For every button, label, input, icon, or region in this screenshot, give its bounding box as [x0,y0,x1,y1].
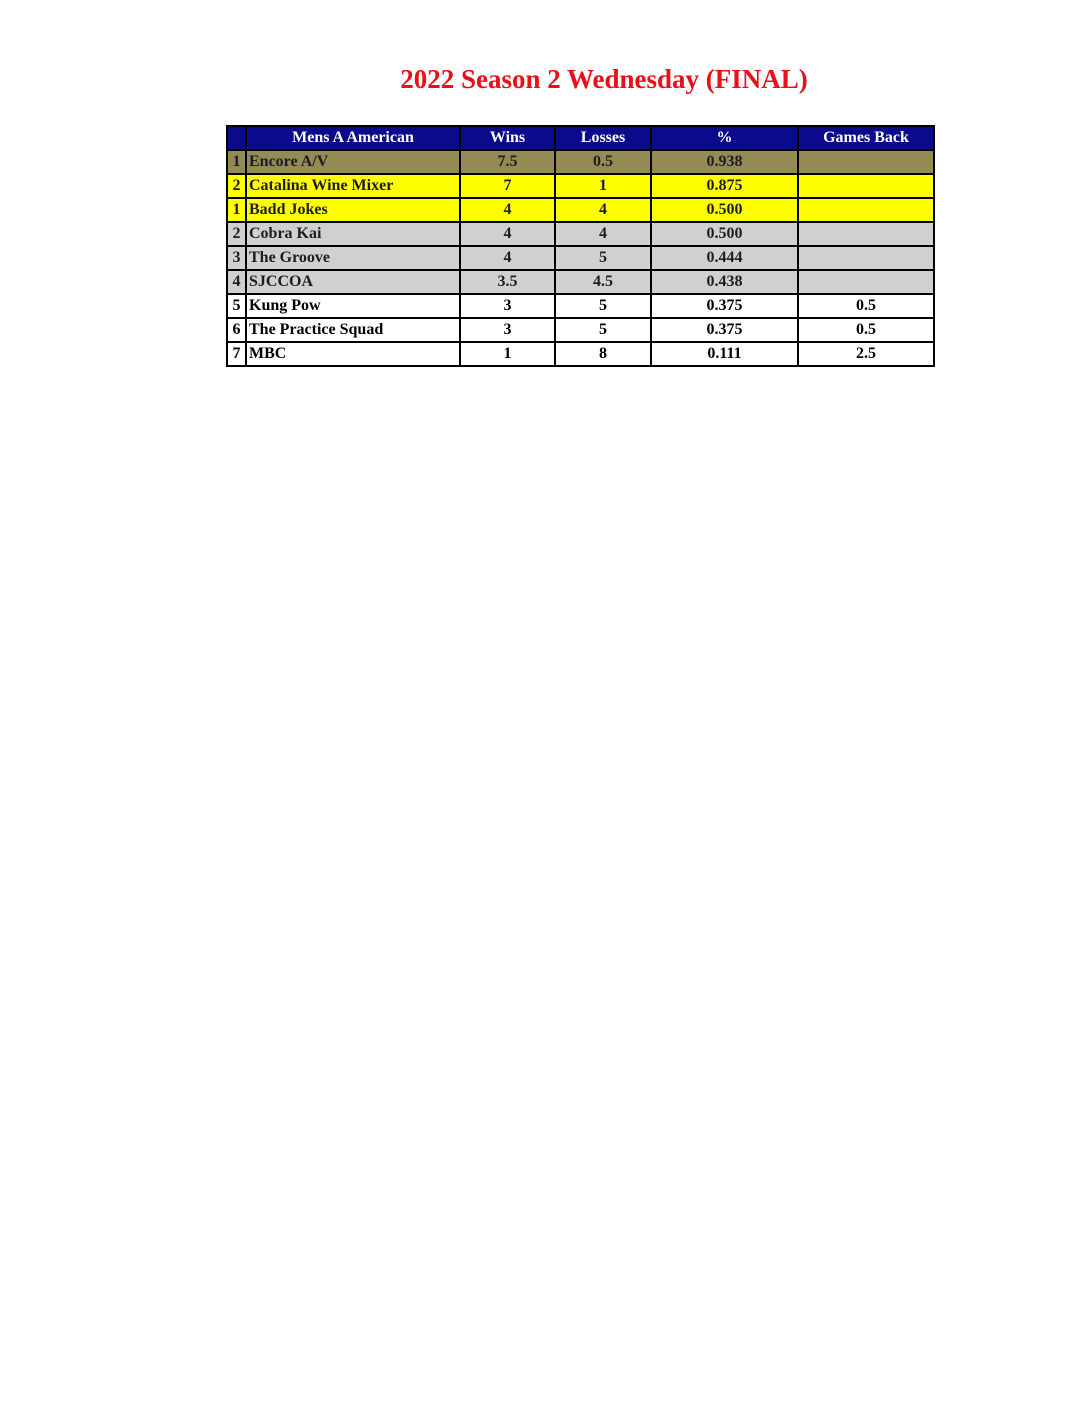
team-cell: Catalina Wine Mixer [246,174,460,198]
rank-cell: 1 [227,150,246,174]
pct-cell: 0.500 [651,198,798,222]
games-back-cell [798,198,934,222]
games-back-header: Games Back [798,126,934,150]
table-row [227,198,934,222]
wins-cell: 7.5 [460,150,555,174]
games-back-cell: 0.5 [798,318,934,342]
pct-cell: 0.875 [651,174,798,198]
wins-cell: 4 [460,198,555,222]
team-cell: Cobra Kai [246,222,460,246]
rank-cell: 3 [227,246,246,270]
pct-cell: 0.938 [651,150,798,174]
losses-cell: 4.5 [555,270,651,294]
table-row [227,270,934,294]
wins-cell: 7 [460,174,555,198]
rank-header [227,126,246,150]
rank-cell: 7 [227,342,246,366]
wins-header: Wins [460,126,555,150]
team-cell: Kung Pow [246,294,460,318]
table-row [227,222,934,246]
pct-cell: 0.438 [651,270,798,294]
wins-cell: 1 [460,342,555,366]
standings-table [226,125,935,367]
losses-cell: 4 [555,222,651,246]
losses-cell: 5 [555,294,651,318]
games-back-cell [798,246,934,270]
table-row [227,246,934,270]
wins-cell: 3 [460,318,555,342]
rank-cell: 2 [227,174,246,198]
table-row [227,318,934,342]
pct-cell: 0.500 [651,222,798,246]
losses-cell: 0.5 [555,150,651,174]
losses-cell: 8 [555,342,651,366]
team-cell: The Groove [246,246,460,270]
team-cell: Encore A/V [246,150,460,174]
table-row [227,174,934,198]
pct-cell: 0.444 [651,246,798,270]
games-back-cell: 2.5 [798,342,934,366]
header-row [227,126,934,150]
losses-header: Losses [555,126,651,150]
team-cell: The Practice Squad [246,318,460,342]
division-header: Mens A American [246,126,460,150]
pct-header: % [651,126,798,150]
wins-cell: 3 [460,294,555,318]
losses-cell: 5 [555,318,651,342]
rank-cell: 1 [227,198,246,222]
games-back-cell [798,270,934,294]
games-back-cell [798,174,934,198]
team-cell: SJCCOA [246,270,460,294]
rank-cell: 6 [227,318,246,342]
rank-cell: 4 [227,270,246,294]
games-back-cell: 0.5 [798,294,934,318]
pct-cell: 0.375 [651,318,798,342]
page-title: 2022 Season 2 Wednesday (FINAL) [400,64,808,94]
table-row [227,150,934,174]
team-cell: MBC [246,342,460,366]
losses-cell: 5 [555,246,651,270]
wins-cell: 4 [460,246,555,270]
wins-cell: 3.5 [460,270,555,294]
pct-cell: 0.111 [651,342,798,366]
wins-cell: 4 [460,222,555,246]
table-row [227,342,934,366]
pct-cell: 0.375 [651,294,798,318]
losses-cell: 4 [555,198,651,222]
rank-cell: 2 [227,222,246,246]
games-back-cell [798,222,934,246]
table-row [227,294,934,318]
games-back-cell [798,150,934,174]
rank-cell: 5 [227,294,246,318]
losses-cell: 1 [555,174,651,198]
team-cell: Badd Jokes [246,198,460,222]
